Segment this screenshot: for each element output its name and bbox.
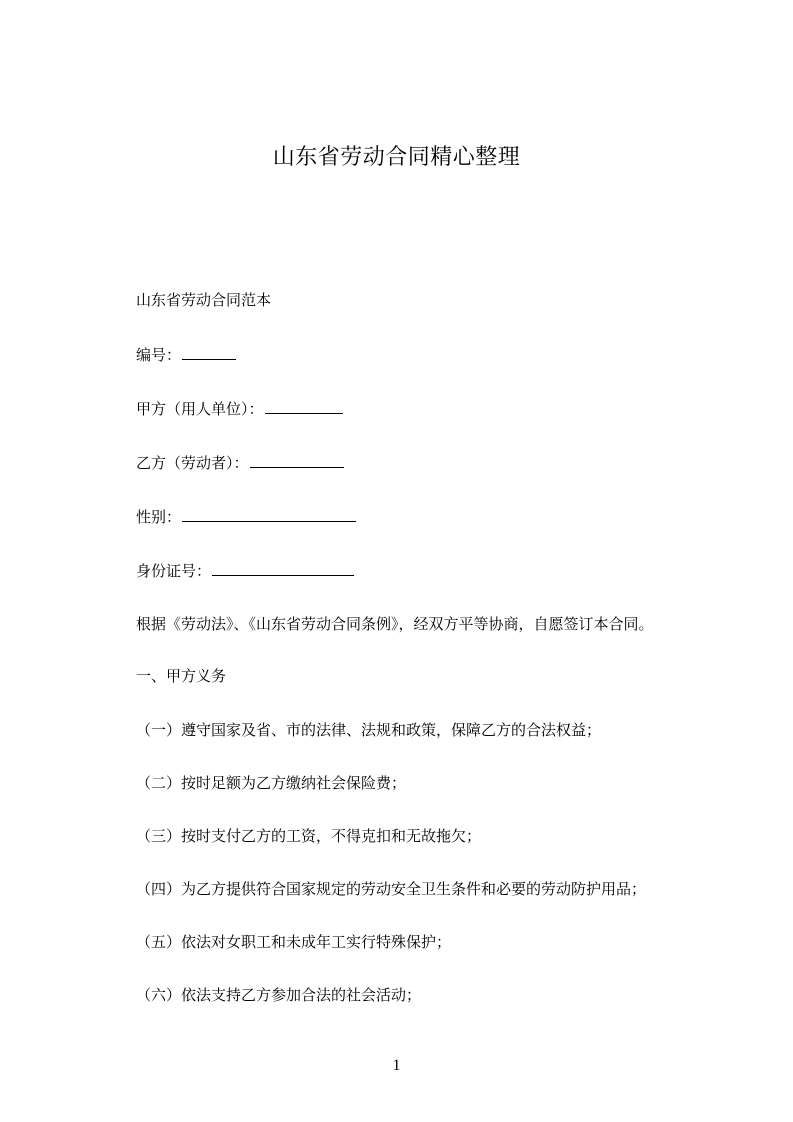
section-heading-party-a-obligations: 一、甲方义务 [136, 667, 227, 685]
contract-number-label: 编号： [136, 346, 182, 364]
id-number-blank [212, 560, 354, 576]
contract-number-blank [182, 344, 236, 360]
party-a-blank [265, 398, 343, 414]
obligation-item: （四）为乙方提供符合国家规定的劳动安全卫生条件和必要的劳动防护用品； [136, 880, 647, 898]
gender-field [136, 506, 356, 527]
party-b-field [136, 452, 344, 473]
document-subtitle: 山东省劳动合同范本 [136, 291, 272, 309]
id-number-field [136, 560, 354, 581]
id-number-label: 身份证号： [136, 562, 212, 580]
preamble-paragraph: 根据《劳动法》、《山东省劳动合同条例》，经双方平等协商，自愿签订本合同。 [136, 615, 654, 633]
party-b-blank [250, 452, 344, 468]
obligation-item: （三）按时支付乙方的工资，不得克扣和无故拖欠； [136, 827, 482, 845]
obligation-item: （二）按时足额为乙方缴纳社会保险费； [136, 774, 407, 792]
obligation-item: （六）依法支持乙方参加合法的社会活动； [136, 986, 422, 1004]
page-number: 1 [392, 1057, 401, 1074]
obligation-item: （五）依法对女职工和未成年工实行特殊保护； [136, 933, 452, 951]
party-a-field [136, 398, 343, 419]
obligation-item: （一）遵守国家及省、市的法律、法规和政策，保障乙方的合法权益； [136, 721, 602, 739]
party-b-label: 乙方（劳动者）： [136, 454, 249, 472]
gender-label: 性别： [136, 508, 182, 526]
gender-blank [182, 506, 356, 522]
document-title: 山东省劳动合同精心整理 [272, 145, 521, 170]
party-a-label: 甲方（用人单位）： [136, 400, 264, 418]
contract-number-field [136, 344, 236, 365]
